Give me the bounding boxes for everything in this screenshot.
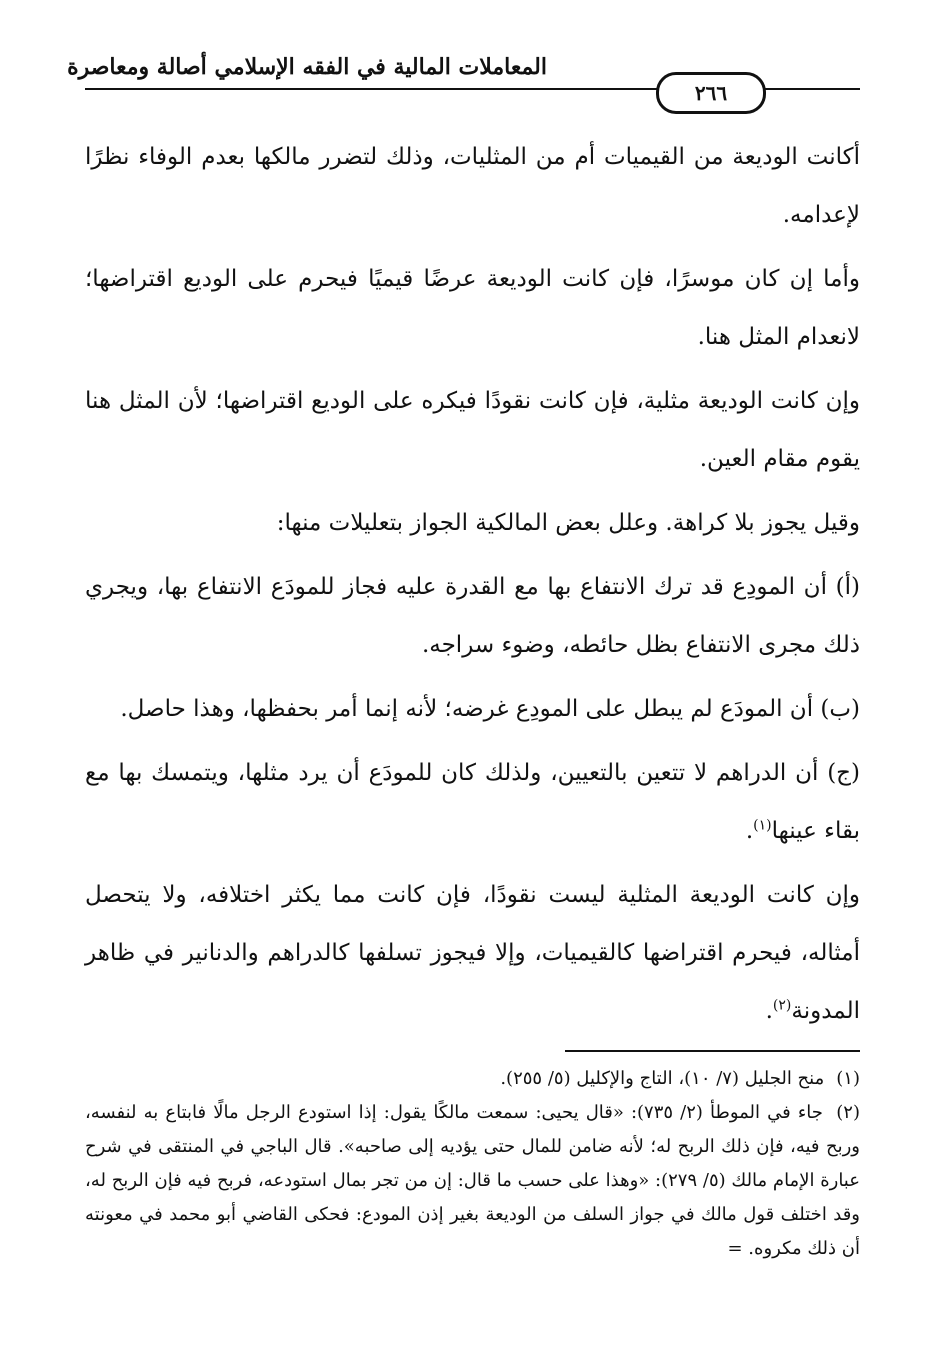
- paragraph-5: (أ) أن المودِع قد ترك الانتفاع بها مع القدرة عليه فجاز للمودَع الانتفاع بها، ويجري ذلك مجرى الانتفاع بظل حائطه، وضوء سراجه.: [85, 574, 860, 658]
- paragraph-8-text: وإن كانت الوديعة المثلية ليست نقودًا، فإن كانت مما يكثر اختلافه، ولا يتحصل أمثاله، فيحرم اقتراضها كالقيميات، وإلا فيجوز تسلفها كالدراهم والدنانير في ظاهر المدونة: [85, 882, 860, 1024]
- footnote-ref-2[interactable]: (٢): [772, 997, 792, 1014]
- paragraph-8: وإن كانت الوديعة المثلية ليست نقودًا، فإن كانت مما يكثر اختلافه، ولا يتحصل أمثاله، فيحرم اقتراضها كالقيميات، وإلا فيجوز تسلفها كالدراهم والدنانير في ظاهر المدونة$^{(٢)}$.: [85, 882, 860, 1024]
- footnote-1-number: (١): [836, 1068, 860, 1089]
- main-text: [85, 128, 860, 1046]
- footnote-1-text: منح الجليل (٧/ ١٠)، التاج والإكليل (٥/ ٢٥٥).: [500, 1068, 825, 1089]
- footnote-2: [85, 1096, 860, 1266]
- paragraph-1: أكانت الوديعة من القيميات أم من المثليات، وذلك لتضرر مالكها بعدم الوفاء نظرًا لإعدامه.: [85, 144, 860, 228]
- running-header-title: المعاملات المالية في الفقه الإسلامي أصالة ومعاصرة: [67, 54, 547, 80]
- paragraph-7: (ج) أن الدراهم لا تتعين بالتعيين، ولذلك كان للمودَع أن يرد مثلها، ويتمسك بها مع بقاء عينها$^{(١)}$.: [85, 760, 860, 844]
- paragraph-6: (ب) أن المودَع لم يبطل على المودِع غرضه؛ لأنه إنما أمر بحفظها، وهذا حاصل.: [120, 696, 860, 722]
- footnote-1: [85, 1062, 860, 1096]
- paragraph-4: وقيل يجوز بلا كراهة. وعلل بعض المالكية الجواز بتعليلات منها:: [276, 510, 860, 536]
- paragraph-3: وإن كانت الوديعة مثلية، فإن كانت نقودًا فيكره على الوديع اقتراضها؛ لأن المثل هنا يقوم مقام العين.: [85, 388, 860, 472]
- footnote-separator: [565, 1050, 860, 1052]
- footnote-2-number: (٢): [836, 1102, 860, 1123]
- footnote-ref-1[interactable]: (١): [753, 817, 772, 834]
- page-number: ٢٦٦: [656, 72, 766, 114]
- footnote-2-text: جاء في الموطأ (٢/ ٧٣٥): «قال يحيى: سمعت مالكًا يقول: إذا استودع الرجل مالًا فابتاع به لنفسه، وربح فيه، فإن ذلك الربح له؛ لأنه ضامن للمال حتى يؤديه إلى صاحبه». قال الباجي في المنتقى في شرح عبارة الإمام مالك (٥/ ٢٧٩): «وهذا على حسب ما قال: إن من تجر بمال استودعه، فربح فيه فإن الربح له، وقد اختلف قول مالك في جواز السلف من الوديعة بغير إذن المودع: فحكى القاضي أبو محمد في معونته أن ذلك مكروه. =: [85, 1102, 860, 1259]
- footnotes: [85, 1062, 860, 1266]
- paragraph-7-text: (ج) أن الدراهم لا تتعين بالتعيين، ولذلك كان للمودَع أن يرد مثلها، ويتمسك بها مع بقاء عينها: [85, 760, 860, 844]
- paragraph-2: وأما إن كان موسرًا، فإن كانت الوديعة عرضًا قيميًا فيحرم على الوديع اقتراضها؛ لانعدام المثل هنا.: [85, 266, 860, 350]
